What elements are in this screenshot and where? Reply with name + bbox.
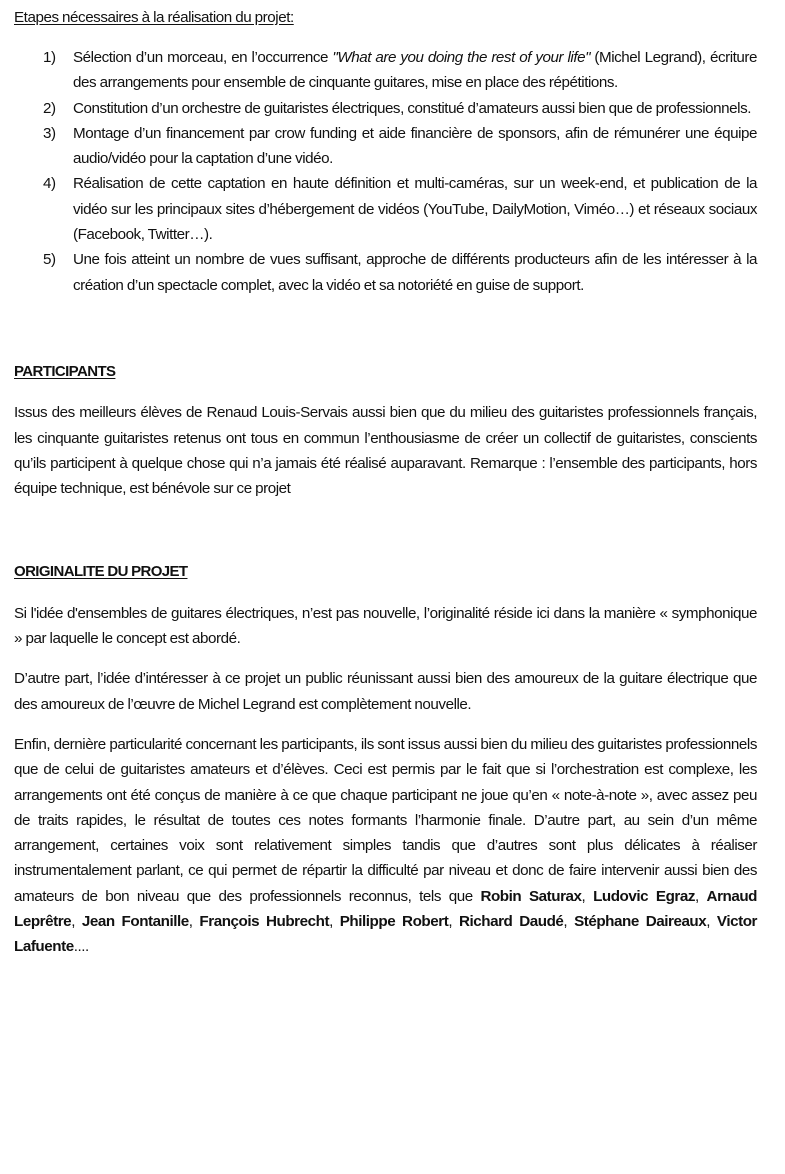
participant-name: Richard Daudé: [458, 913, 564, 931]
steps-list: [14, 45, 757, 298]
originalite-paragraph-2: D’autre part, l’idée d’intéresser à ce projet un public réunissant aussi bien des amoureux de la guitare électrique que des amoureux de l’œuvre de Michel Legrand est complètement nouvelle.: [14, 670, 757, 713]
participant-name: Philippe Robert: [339, 913, 449, 931]
participant-name: Victor Lafuente: [14, 913, 757, 956]
participant-name: Robin Saturax: [480, 887, 582, 905]
step-item: 1) Sélection d’un morceau, en l’occurrence "What are you doing the rest of your life" (Michel Legrand), écriture des arrangements pour ensemble de cinquante guitares, mise en place des répétitions.: [14, 45, 757, 96]
step-item: 5) Une fois atteint un nombre de vues suffisant, approche de différents producteurs afin de les intéresser à la création d’un spectacle complet, avec la vidéo et sa notoriété en guise de support.: [14, 247, 757, 298]
participant-name: François Hubrecht: [199, 913, 330, 931]
steps-title: Etapes nécessaires à la réalisation du projet:: [14, 9, 294, 26]
participants-paragraph: Issus des meilleurs élèves de Renaud Louis-Servais aussi bien que du milieu des guitaristes professionnels français, les cinquante guitaristes retenus ont tous en commun l’enthousiasme de créer un collectif de guitaristes, conscients qu’ils participent à quelque chose qui n’a jamais été réalisé auparavant. Remarque : l’ensemble des participants, hors équipe technique, est bénévole sur ce projet: [14, 404, 757, 498]
participant-name: Stéphane Daireaux: [574, 913, 707, 931]
participant-name: Jean Fontanille: [81, 913, 189, 931]
originalite-heading: ORIGINALITE DU PROJET: [14, 563, 188, 581]
participants-heading: PARTICIPANTS: [14, 362, 116, 380]
document-page: [14, 5, 757, 960]
step-number: 4): [43, 175, 56, 193]
step-number: 2): [43, 99, 56, 117]
originalite-paragraph-3: Enfin, dernière particularité concernant les participants, ils sont issus aussi bien du milieu des guitaristes professionnels que de celui de guitaristes amateurs et d’élèves. Ceci est permis par le fait que si l’orchestration est complexe, les arrangements ont été conçus de manière à ce que chaque participant ne joue qu’en « note-à-note », avec assez peu de traits rapides, le résultat de toutes ces notes formants l’harmonie finale. D’autre part, au sein d’un même arrangement, certaines voix sont relativement simples tandis que d’autres sont plus délicates à réaliser instrumentalement parlant, ce qui permet de répartir la difficulté par niveau et donc de faire intervenir aussi bien des amateurs de bon niveau que des professionnels reconnus, tels que Robin Saturax, Ludovic Egraz, Arnaud Leprêtre, Jean Fontanille, François Hubrecht, Philippe Robert, Richard Daudé, Stéphane Daireaux, Victor Lafuente....: [14, 735, 758, 956]
step-number: 5): [43, 251, 56, 269]
step-number: 3): [43, 124, 56, 142]
originalite-paragraph-1: Si l'idée d'ensembles de guitares électriques, n’est pas nouvelle, l’originalité réside ici dans la manière « symphonique » par laquelle le concept est abordé.: [14, 604, 757, 648]
step-item: 3) Montage d’un financement par crow funding et aide financière de sponsors, afin de rémunérer une équipe audio/vidéo pour la captation d’une vidéo.: [14, 121, 757, 172]
step-number: 1): [43, 49, 56, 66]
participant-name: Arnaud Leprêtre: [14, 887, 758, 931]
song-title: "What are you doing the rest of your life": [332, 49, 591, 66]
participant-name: Ludovic Egraz: [593, 887, 696, 905]
step-item: 4) Réalisation de cette captation en haute définition et multi-caméras, sur un week-end, et publication de la vidéo sur les principaux sites d’hébergement de vidéos (YouTube, DailyMotion, Viméo…) et réseaux sociaux (Facebook, Twitter…).: [14, 171, 757, 247]
step-item: 2) Constitution d’un orchestre de guitaristes électriques, constitué d’amateurs aussi bien que de professionnels.: [14, 96, 757, 121]
